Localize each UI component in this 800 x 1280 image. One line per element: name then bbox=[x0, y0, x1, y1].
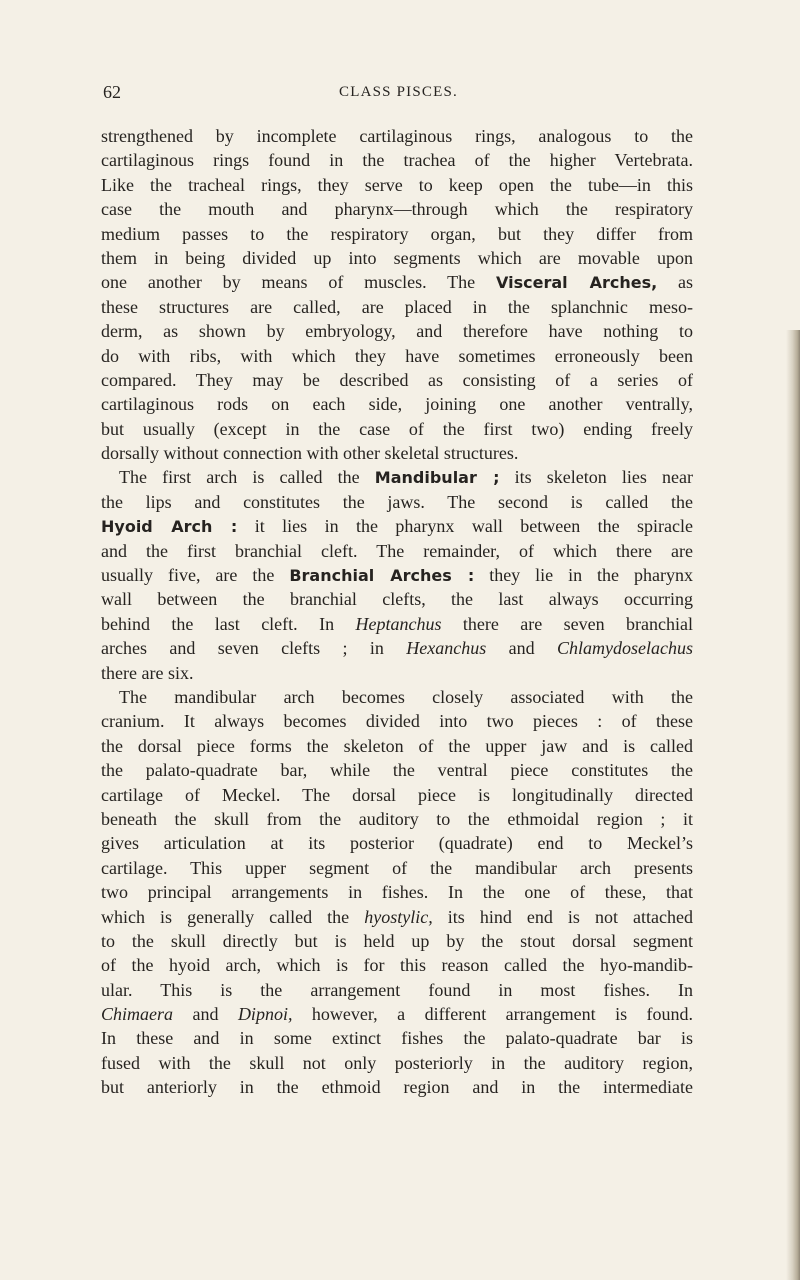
page-number: 62 bbox=[103, 82, 121, 102]
text-fragment: and bbox=[192, 1004, 219, 1025]
text-line: the lips and constitutes the jaws. The second is called the bbox=[101, 491, 693, 512]
genus-heptanchus: Heptanchus bbox=[355, 613, 442, 634]
text-fragment: its hind end is not attached bbox=[447, 906, 694, 927]
text-line: these structures are called, are placed in the splanchnic meso- bbox=[101, 296, 693, 317]
genus-hexanchus: Hexanchus bbox=[406, 638, 487, 659]
text-line: beneath the skull from the auditory to the ethmoidal region ; it bbox=[101, 808, 693, 829]
running-title: CLASS PISCES. bbox=[339, 84, 458, 100]
text-fragment: behind the last cleft. In bbox=[101, 613, 335, 634]
text-fragment: usually five, are the bbox=[101, 565, 275, 586]
text-line: the dorsal piece forms the skeleton of the upper jaw and is called bbox=[101, 735, 693, 756]
text-line: case the mouth and pharynx—through which the respiratory bbox=[101, 199, 693, 220]
text-line: cartilage. This upper segment of the mandibular arch presents bbox=[101, 857, 693, 878]
text-line: the palato-quadrate bar, while the ventral piece constitutes the bbox=[101, 760, 693, 781]
text-line bbox=[101, 563, 693, 587]
text-line: two principal arrangements in fishes. In the one of these, that bbox=[101, 882, 693, 903]
text-line: but anteriorly in the ethmoid region and in the intermediate bbox=[101, 1077, 693, 1098]
term-visceral-arches: Visceral Arches, bbox=[496, 273, 658, 293]
text-fragment: there are seven branchial bbox=[462, 613, 693, 634]
term-branchial-arches: Branchial Arches : bbox=[289, 566, 475, 586]
text-line: wall between the branchial clefts, the last always occurring bbox=[101, 589, 693, 610]
text-line: but usually (except in the case of the first two) ending freely bbox=[101, 418, 693, 439]
text-line: dorsally without connection with other skeletal structures. bbox=[101, 443, 519, 464]
text-line: cartilage of Meckel. The dorsal piece is longitudinally directed bbox=[101, 784, 693, 805]
text-line: The mandibular arch becomes closely associated with the bbox=[119, 686, 693, 707]
text-line: and the first branchial cleft. The remainder, of which there are bbox=[101, 540, 693, 561]
text-fragment: which is generally called the bbox=[101, 906, 350, 927]
text-line: cartilaginous rods on each side, joining one another ventrally, bbox=[101, 394, 693, 415]
text-fragment: it lies in the pharynx wall between the spiracle bbox=[254, 516, 694, 537]
text-line: cartilaginous rings found in the trachea of the higher Vertebrata. bbox=[101, 150, 693, 171]
term-hyostylic: hyostylic, bbox=[364, 906, 433, 927]
text-line: medium passes to the respiratory organ, but they differ from bbox=[101, 223, 693, 244]
text-line bbox=[101, 270, 693, 294]
text-line bbox=[101, 465, 693, 489]
text-line: gives articulation at its posterior (quadrate) end to Meckel’s bbox=[101, 833, 693, 854]
text-line: to the skull directly but is held up by the stout dorsal segment bbox=[101, 930, 693, 951]
text-line: of the hyoid arch, which is for this reason called the hyo-mandib- bbox=[101, 955, 693, 976]
text-line: cranium. It always becomes divided into two pieces : of these bbox=[101, 711, 693, 732]
group-dipnoi: Dipnoi, bbox=[237, 1004, 293, 1025]
text-fragment: The first arch is called the bbox=[119, 467, 360, 488]
text-fragment: its skeleton lies near bbox=[514, 467, 694, 488]
text-line: fused with the skull not only posteriorly in the auditory region, bbox=[101, 1052, 693, 1073]
term-mandibular: Mandibular ; bbox=[374, 468, 500, 488]
text-line: derm, as shown by embryology, and therefore have nothing to bbox=[101, 321, 693, 342]
text-line bbox=[101, 514, 693, 538]
text-fragment: however, a different arrangement is found. bbox=[311, 1004, 694, 1025]
text-fragment: as bbox=[678, 272, 694, 293]
body-text bbox=[101, 124, 693, 1100]
text-line bbox=[101, 636, 693, 660]
page-header bbox=[103, 82, 694, 112]
text-fragment: one another by means of muscles. The bbox=[101, 272, 476, 293]
genus-chimaera: Chimaera bbox=[101, 1004, 173, 1025]
text-line: compared. They may be described as consisting of a series of bbox=[101, 369, 693, 390]
genus-chlamydoselachus: Chlamydoselachus bbox=[557, 638, 694, 659]
text-fragment: and bbox=[508, 638, 535, 659]
text-line bbox=[101, 612, 693, 636]
text-line bbox=[101, 905, 693, 929]
text-line: them in being divided up into segments which are movable upon bbox=[101, 247, 693, 268]
page-edge-shadow bbox=[786, 330, 800, 1280]
text-fragment: arches and seven clefts ; in bbox=[101, 638, 384, 659]
text-line bbox=[101, 1002, 693, 1026]
text-line: do with ribs, with which they have sometimes erroneously been bbox=[101, 345, 693, 366]
term-hyoid-arch: Hyoid Arch : bbox=[101, 517, 238, 537]
text-line: ular. This is the arrangement found in most fishes. In bbox=[101, 979, 693, 1000]
text-fragment: they lie in the pharynx bbox=[489, 565, 693, 586]
text-line: In these and in some extinct fishes the palato-quadrate bar is bbox=[101, 1028, 693, 1049]
text-line: strengthened by incomplete cartilaginous rings, analogous to the bbox=[101, 126, 693, 146]
text-line: Like the tracheal rings, they serve to keep open the tube—in this bbox=[101, 174, 693, 195]
text-line: there are six. bbox=[101, 662, 194, 683]
